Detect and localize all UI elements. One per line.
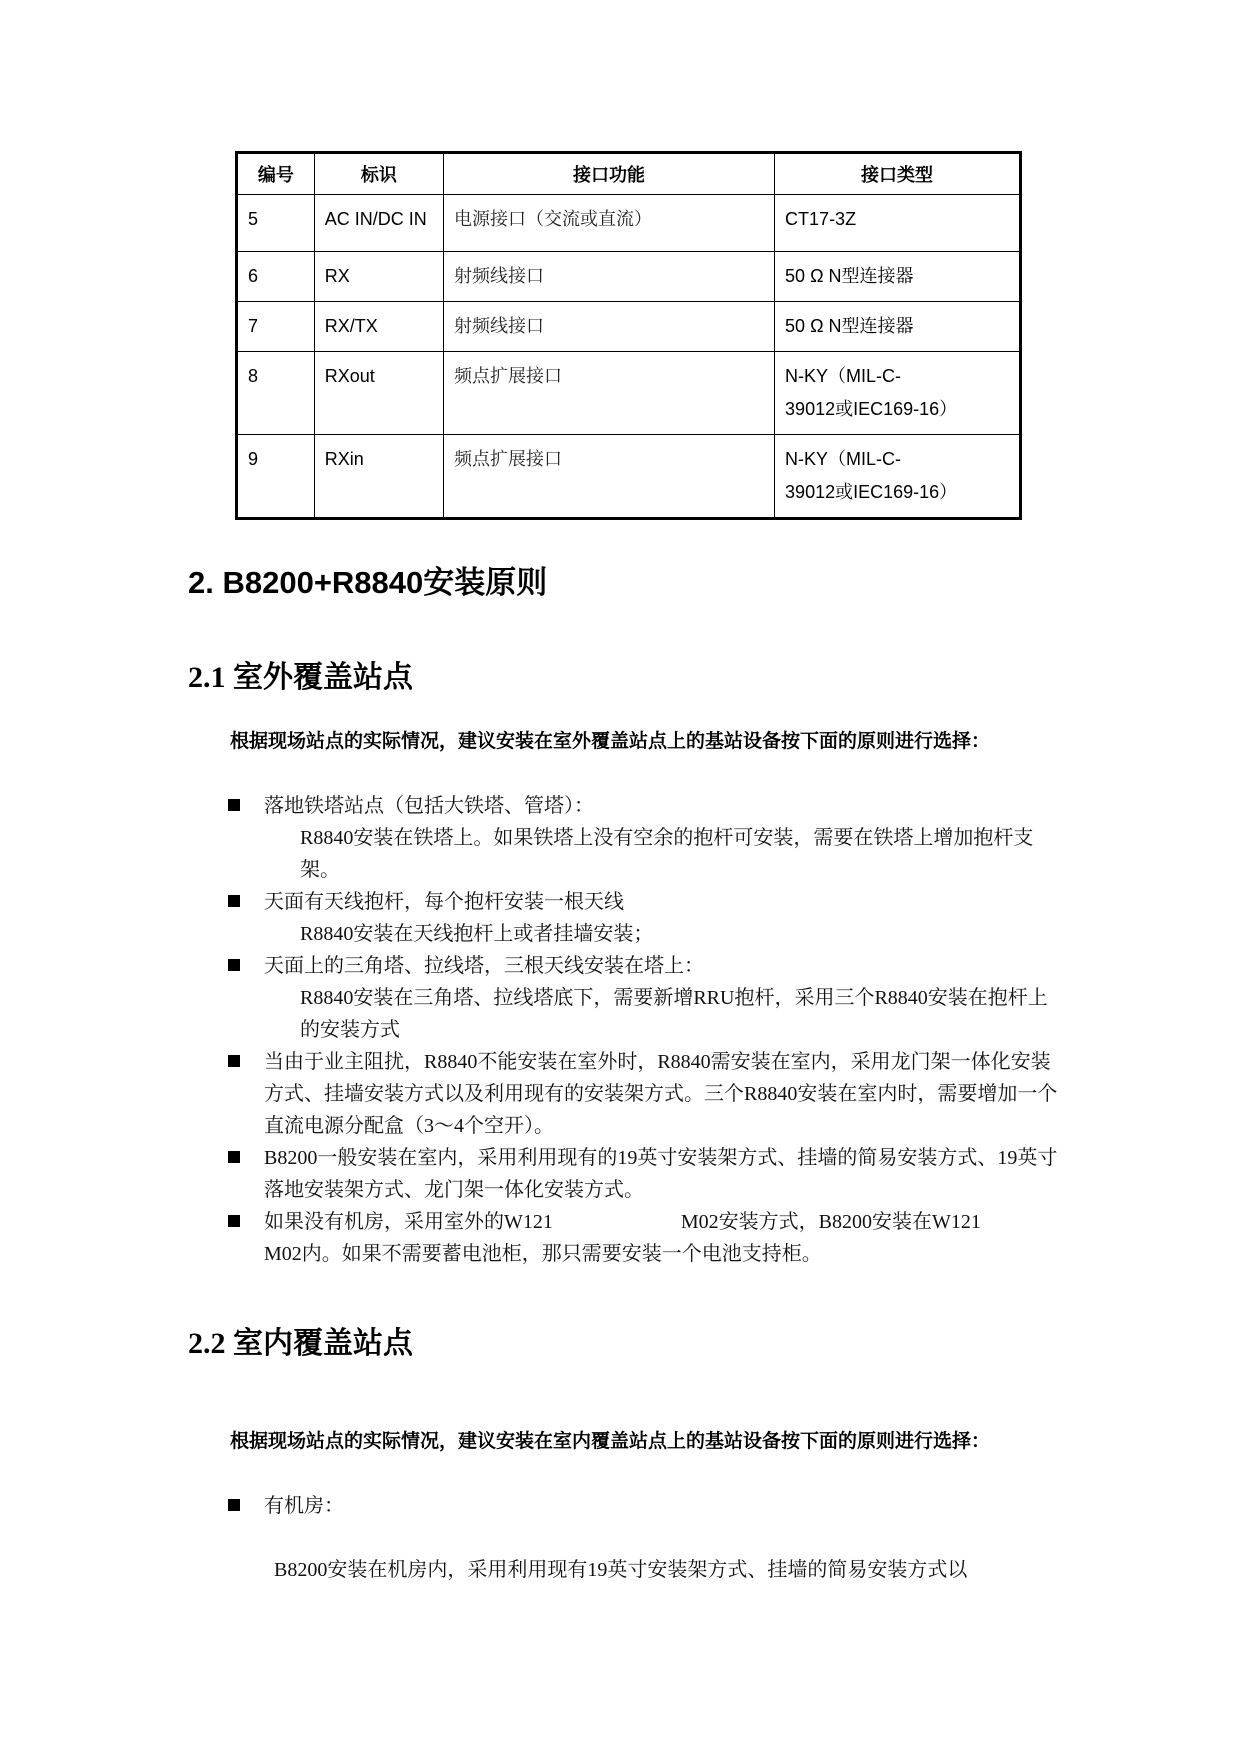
list-item-detail: R8840安装在铁塔上。如果铁塔上没有空余的抱杆可安装，需要在铁塔上增加抱杆支架。 <box>300 827 1034 881</box>
table-row <box>237 195 1021 252</box>
indoor-intro: 根据现场站点的实际情况，建议安装在室内覆盖站点上的基站设备按下面的原则进行选择： <box>230 1431 991 1452</box>
outdoor-principles-list <box>228 790 1058 1270</box>
indoor-principles-list <box>228 1490 1058 1522</box>
cell-identifier: RXout <box>314 352 443 435</box>
cell-type <box>775 435 1021 519</box>
cell-number: 6 <box>237 252 315 302</box>
cell-number: 8 <box>237 352 315 435</box>
list-item-main <box>264 1206 1058 1238</box>
list-item <box>228 1046 1058 1142</box>
square-bullet-icon <box>228 1151 240 1163</box>
cell-type: 50 Ω N型连接器 <box>775 252 1021 302</box>
list-item-main: 有机房： <box>264 1495 344 1517</box>
cell-number: 5 <box>237 195 315 252</box>
list-item <box>228 1490 1058 1522</box>
list-item <box>228 1142 1058 1206</box>
table-row <box>237 252 1021 302</box>
square-bullet-icon <box>228 799 240 811</box>
table-header-row <box>237 153 1021 195</box>
square-bullet-icon <box>228 1055 240 1067</box>
list-item-text-b: M02安装方式，B8200安装在W121 <box>680 1211 981 1233</box>
cell-number: 7 <box>237 302 315 352</box>
list-item-main: B8200一般安装在室内，采用利用现有的19英寸安装架方式、挂墙的简易安装方式、19英寸落地安装架方式、龙门架一体化安装方式。 <box>264 1147 1058 1201</box>
cell-type-line1: N-KY（MIL-C- <box>785 366 902 386</box>
header-function: 接口功能 <box>444 153 775 195</box>
table-row <box>237 435 1021 519</box>
list-item-main: 天面上的三角塔、拉线塔，三根天线安装在塔上： <box>264 955 704 977</box>
header-identifier: 标识 <box>314 153 443 195</box>
cell-number: 9 <box>237 435 315 519</box>
square-bullet-icon <box>228 895 240 907</box>
header-type: 接口类型 <box>775 153 1021 195</box>
indoor-paragraph: B8200安装在机房内，采用利用现有19英寸安装架方式、挂墙的简易安装方式以 <box>274 1559 968 1581</box>
cell-type: 50 Ω N型连接器 <box>775 302 1021 352</box>
interface-table <box>235 151 1022 520</box>
table-row <box>237 302 1021 352</box>
square-bullet-icon <box>228 959 240 971</box>
cell-type <box>775 352 1021 435</box>
cell-function: 频点扩展接口 <box>444 352 775 435</box>
list-item <box>228 1206 1058 1270</box>
list-item-main: 落地铁塔站点（包括大铁塔、管塔）： <box>264 795 594 817</box>
cell-type: CT17-3Z <box>775 195 1021 252</box>
section-heading: 2. B8200+R8840安装原则 <box>188 565 548 600</box>
cell-identifier: RX <box>314 252 443 302</box>
cell-function: 频点扩展接口 <box>444 435 775 519</box>
cell-identifier: RX/TX <box>314 302 443 352</box>
table-row <box>237 352 1021 435</box>
list-item-detail: R8840安装在天线抱杆上或者挂墙安装； <box>300 923 654 945</box>
cell-function: 射频线接口 <box>444 252 775 302</box>
list-item-main: 天面有天线抱杆，每个抱杆安装一根天线 <box>264 891 624 913</box>
subsection-heading-outdoor: 2.1 室外覆盖站点 <box>188 661 413 694</box>
cell-type-line1: N-KY（MIL-C- <box>785 449 902 469</box>
cell-function: 射频线接口 <box>444 302 775 352</box>
cell-function: 电源接口（交流或直流） <box>444 195 775 252</box>
list-item <box>228 886 1058 950</box>
outdoor-intro: 根据现场站点的实际情况，建议安装在室外覆盖站点上的基站设备按下面的原则进行选择： <box>230 731 991 752</box>
square-bullet-icon <box>228 1499 240 1511</box>
list-item <box>228 950 1058 1046</box>
list-item-main: 当由于业主阻扰，R8840不能安装在室外时，R8840需安装在室内，采用龙门架一体化安装方式、挂墙安装方式以及利用现有的安装架方式。三个R8840安装在室内时，需要增加一个直流电源分配盒（3～4个空开）。 <box>264 1051 1058 1137</box>
cell-identifier: RXin <box>314 435 443 519</box>
list-item-text-c: M02内。如果不需要蓄电池柜，那只需要安装一个电池支持柜。 <box>264 1243 822 1265</box>
list-item-text-a: 如果没有机房，采用室外的W121 <box>264 1211 553 1233</box>
header-number: 编号 <box>237 153 315 195</box>
list-item <box>228 790 1058 886</box>
subsection-heading-indoor: 2.2 室内覆盖站点 <box>188 1327 413 1360</box>
cell-identifier: AC IN/DC IN <box>314 195 443 252</box>
square-bullet-icon <box>228 1215 240 1227</box>
cell-type-line2: 39012或IEC169-16） <box>785 482 958 502</box>
cell-type-line2: 39012或IEC169-16） <box>785 399 958 419</box>
list-item-detail: R8840安装在三角塔、拉线塔底下，需要新增RRU抱杆，采用三个R8840安装在抱杆上的安装方式 <box>300 987 1048 1041</box>
